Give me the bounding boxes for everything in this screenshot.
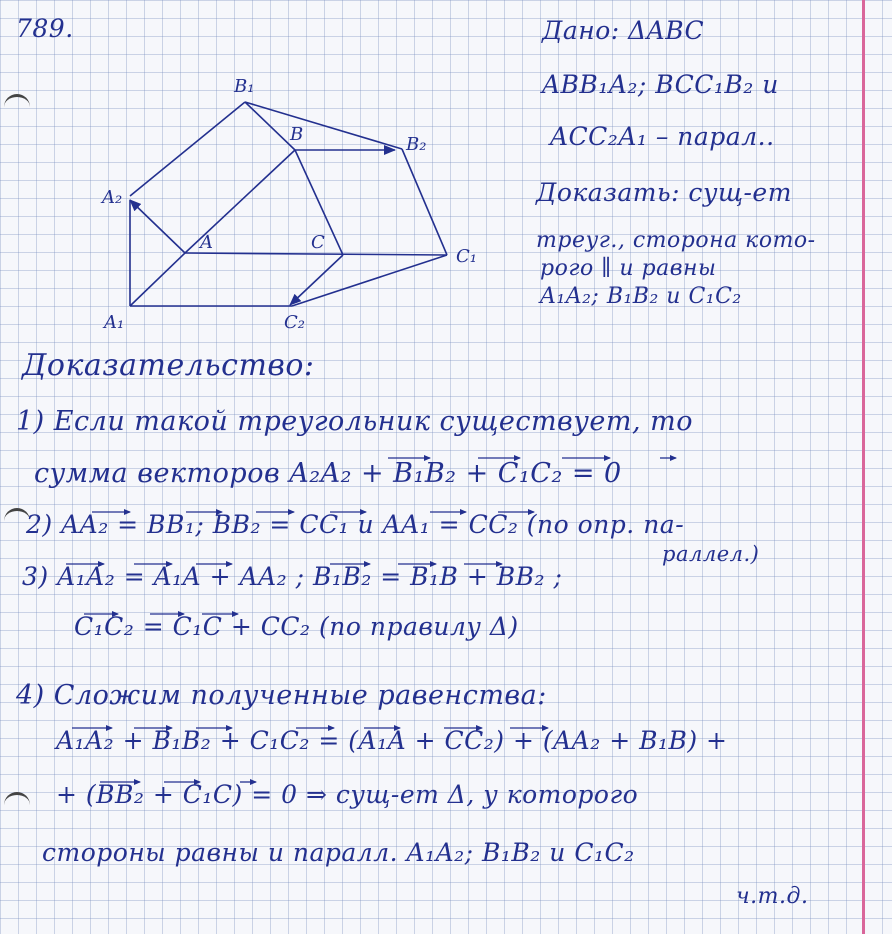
label-a: A — [200, 232, 213, 253]
vector-aa2 — [130, 200, 185, 253]
label-b1: B₁ — [234, 76, 255, 97]
proof-heading: Доказательство: — [22, 348, 315, 383]
proof-step-3b: C₁C₂ = C₁C + CC₂ (по правилу Δ) — [74, 612, 519, 641]
proof-step-4c: + (BB₂ + C₁C) = 0 ⇒ сущ-ет Δ, у которого — [56, 780, 639, 809]
proof-end: ч.т.д. — [736, 884, 809, 909]
proof-step-2b: раллел.) — [662, 542, 760, 566]
proof-step-1b: сумма векторов A₂A₂ + B₁B₂ + C₁C₂ = 0 — [34, 458, 622, 489]
label-b: B — [290, 124, 304, 145]
proof-step-4b: A₁A₂ + B₁B₂ + C₁C₂ = (A₁A + CC₂) + (AA₂ + B₁B) + — [56, 726, 728, 755]
prove-line-4: A₁A₂; B₁B₂ и C₁C₂ — [540, 284, 742, 309]
proof-step-2: 2) AA₂ = BB₁; BB₂ = CC₁ и AA₁ = CC₂ (по опр. па- — [26, 510, 685, 539]
label-a1: A₁ — [104, 312, 125, 333]
edge-a-a1 — [130, 253, 185, 306]
label-a2: A₂ — [102, 187, 123, 208]
label-c1: C₁ — [456, 246, 477, 267]
prove-line-2: треуг., сторона кото- — [536, 228, 816, 253]
edge-b1-a2 — [130, 102, 245, 196]
label-c: C — [311, 232, 325, 253]
edge-b2-c1 — [402, 149, 447, 255]
given-line-2: ABB₁A₂; BCC₁B₂ и — [542, 70, 779, 99]
problem-number: 789. — [16, 14, 74, 43]
proof-step-4d: стороны равны и паралл. A₁A₂; B₁B₂ и C₁C₂ — [42, 838, 635, 867]
given-line-1: Дано: ΔABC — [542, 16, 705, 45]
proof-step-3a: 3) A₁A₂ = A₁A + AA₂ ; B₁B₂ = B₁B + BB₂ ; — [22, 562, 563, 591]
given-line-3: ACC₂A₁ – парал.. — [550, 122, 775, 151]
proof-step-4a: 4) Сложим полученные равенства: — [16, 680, 547, 711]
label-b2: B₂ — [406, 134, 427, 155]
label-c2: C₂ — [284, 312, 305, 333]
edge-a-c1 — [185, 253, 447, 255]
proof-step-1a: 1) Если такой треугольник существует, то — [16, 406, 694, 437]
prove-line-3: рого ∥ и равны — [540, 256, 717, 281]
prove-line-1: Доказать: сущ-ет — [536, 178, 792, 207]
